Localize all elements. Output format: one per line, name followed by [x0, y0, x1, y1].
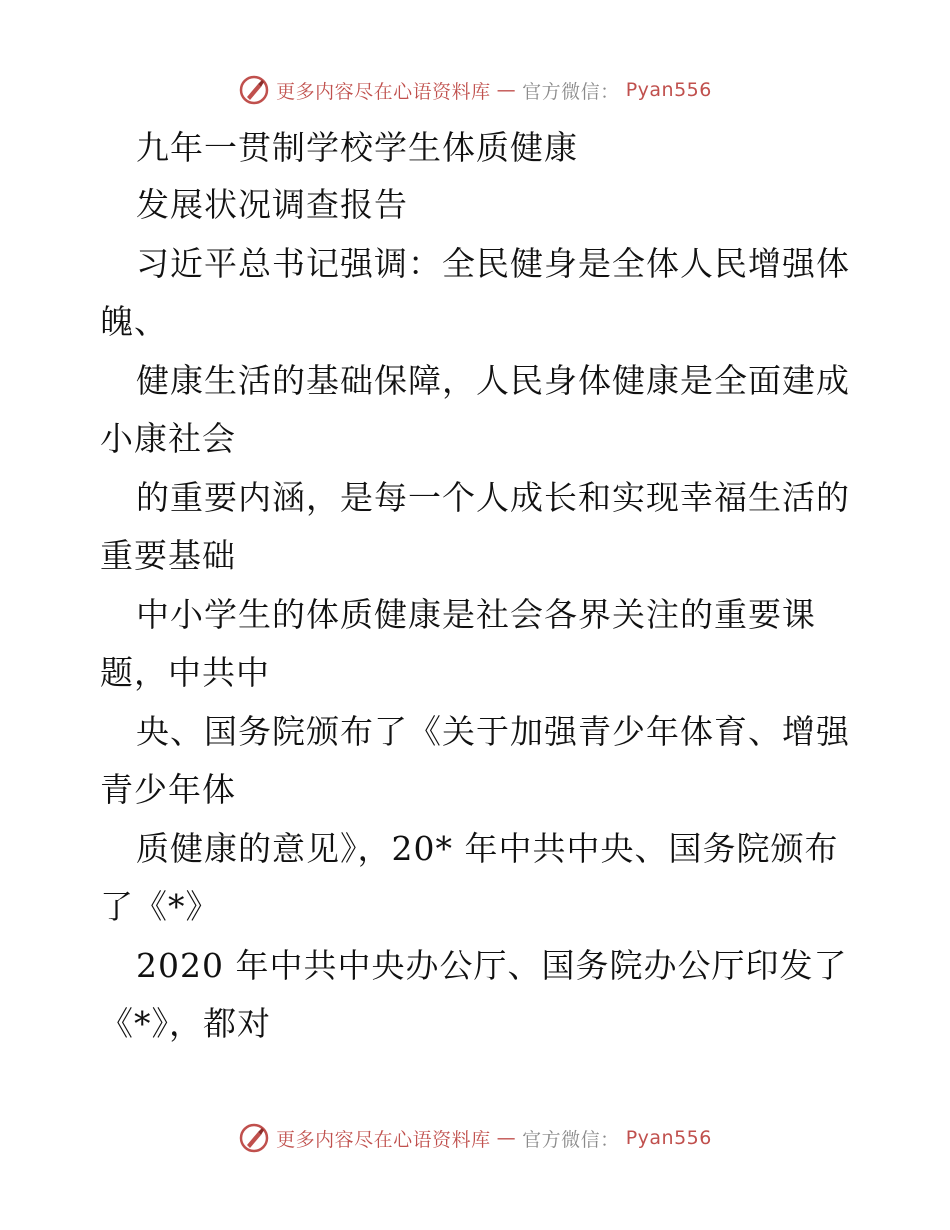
wechat-label: 官方微信：	[522, 1128, 620, 1151]
banner-separator: —	[496, 79, 517, 101]
pen-circle-logo-icon	[238, 1122, 270, 1154]
wechat-id: Pyan556	[625, 79, 712, 101]
doc-line: 2020 年中共中央办公厅、国务院办公厅印发了	[136, 946, 848, 985]
pen-circle-logo-icon	[238, 74, 270, 106]
doc-line: 青少年体	[100, 770, 236, 809]
footer-banner	[0, 1122, 950, 1154]
doc-line: 的重要内涵，是每一个人成长和实现幸福生活的	[136, 478, 850, 517]
doc-line: 重要基础	[100, 536, 236, 575]
banner-separator: —	[496, 1127, 517, 1149]
header-banner	[0, 74, 950, 106]
banner-text: 更多内容尽在心语资料库	[276, 80, 491, 103]
doc-line: 央、国务院颁布了《关于加强青少年体育、增强	[136, 712, 850, 751]
doc-line: 九年一贯制学校学生体质健康	[136, 128, 578, 167]
banner-text: 更多内容尽在心语资料库	[276, 1128, 491, 1151]
doc-line: 健康生活的基础保障，人民身体健康是全面建成	[136, 361, 850, 400]
doc-line: 魄、	[100, 302, 168, 341]
doc-line: 发展状况调查报告	[136, 185, 408, 224]
wechat-id: Pyan556	[625, 1127, 712, 1149]
doc-line: 题，中共中	[100, 653, 270, 692]
doc-line: 了《*》	[100, 887, 220, 926]
doc-line: 小康社会	[100, 419, 236, 458]
doc-line: 《*》，都对	[100, 1004, 271, 1043]
doc-line: 质健康的意见》，20* 年中共中央、国务院颁布	[136, 829, 839, 868]
wechat-label: 官方微信：	[522, 80, 620, 103]
doc-line: 习近平总书记强调：全民健身是全体人民增强体	[136, 244, 850, 283]
doc-line: 中小学生的体质健康是社会各界关注的重要课	[136, 595, 816, 634]
